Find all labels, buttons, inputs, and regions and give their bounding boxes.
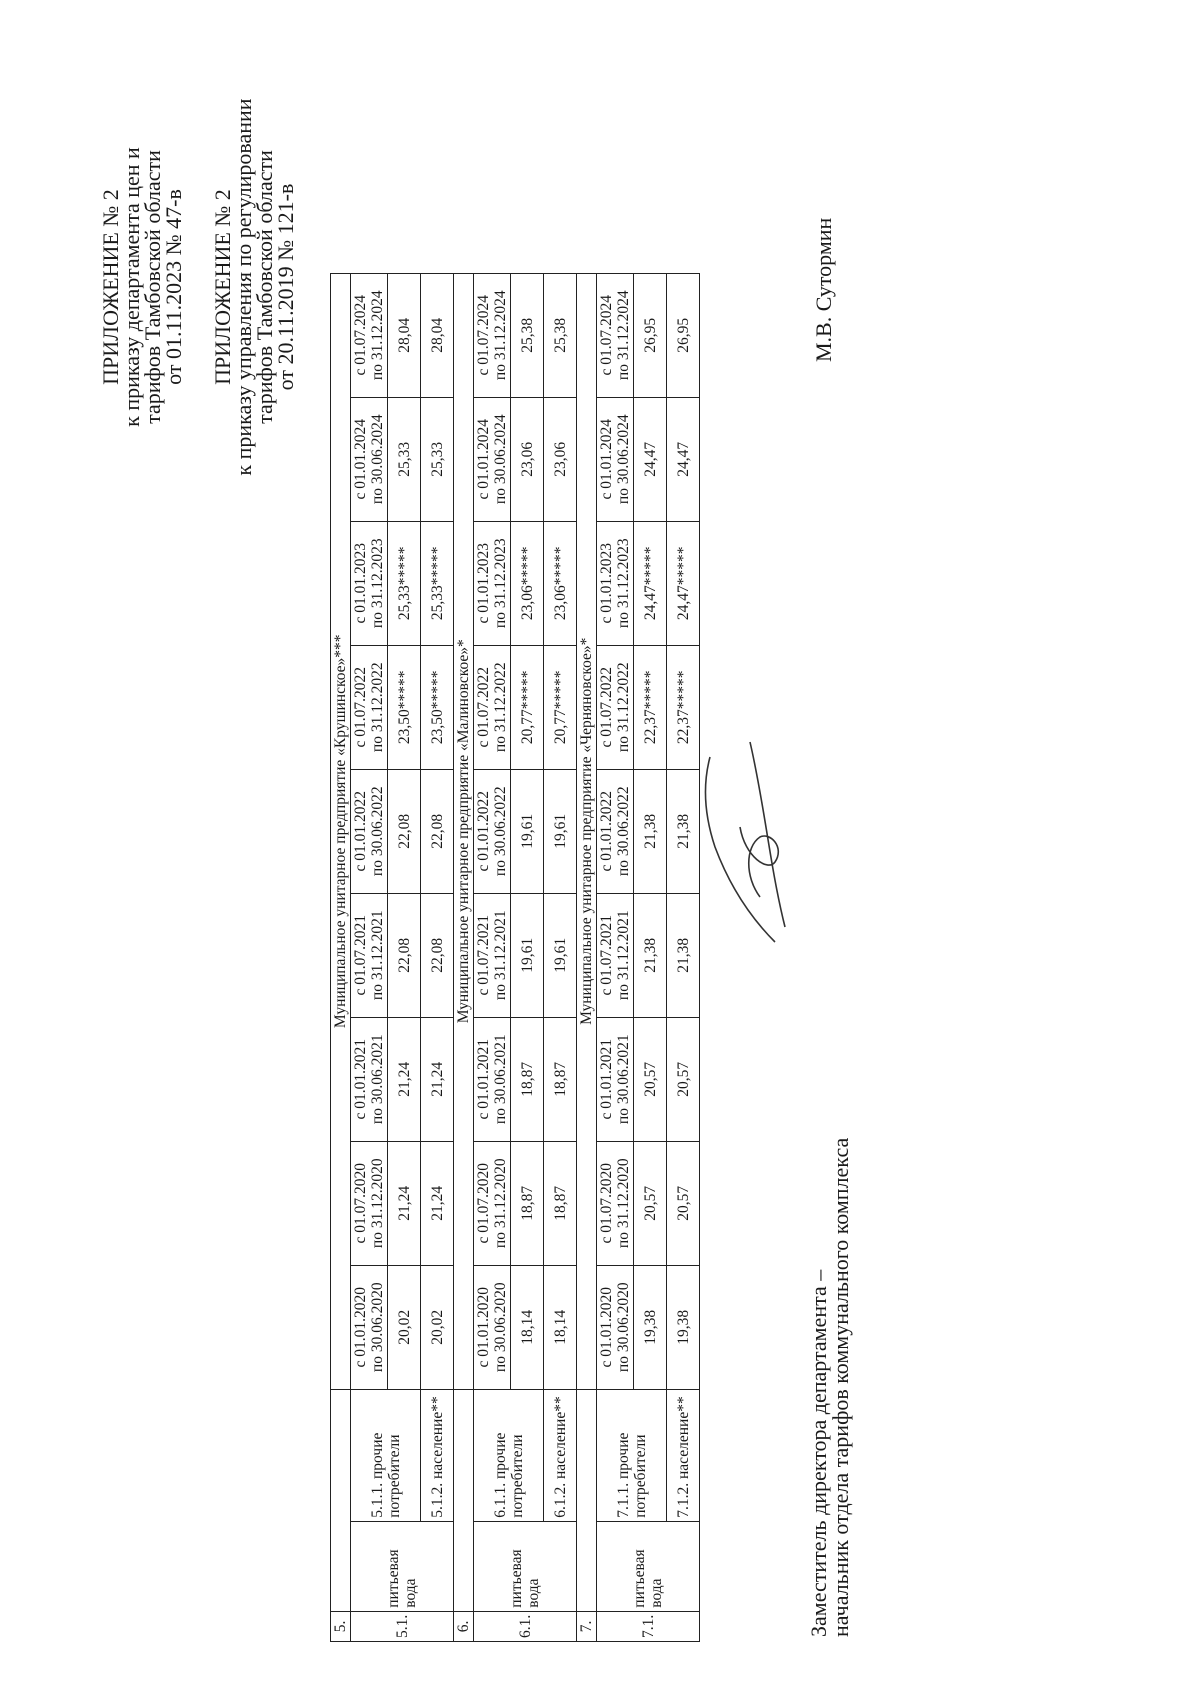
tariff-value: 19,38 [634,1265,667,1389]
signer-position-line1: Заместитель директора департамента – [806,1269,831,1637]
appendix-header-current [100,17,184,557]
period-cell [597,1017,634,1141]
appendix-org-line: тарифов Тамбовской области [140,150,165,424]
tariff-value: 23,06 [511,397,544,521]
tariff-value: 25,33 [421,397,454,521]
period-cell [351,893,388,1017]
period-end: по 30.06.2024 [615,414,632,505]
subsection-number: 7.1. [597,1611,700,1641]
section-title: Муниципальное унитарное предприятие «Черняновское»* [577,273,597,1389]
period-cell [351,1017,388,1141]
appendix-order-line: к приказу департамента цен и [119,147,144,427]
period-start: с 01.01.2024 [598,419,615,500]
section-title: Муниципальное унитарное предприятие «Малиновское»* [454,273,474,1389]
tariff-value: 21,38 [634,769,667,893]
tariff-value: 19,61 [544,893,577,1017]
period-end: по 31.12.2020 [492,1158,509,1249]
period-end: по 31.12.2020 [369,1158,386,1249]
period-start: с 01.07.2024 [598,295,615,376]
tariff-value: 19,38 [667,1265,700,1389]
tariff-value: 25,33***** [421,521,454,645]
consumer-group-label: 7.1.1. прочие потребители [597,1389,667,1521]
period-cell [474,273,511,397]
tariff-value: 23,06***** [544,521,577,645]
tariff-value: 20,57 [667,1017,700,1141]
period-header-row [474,273,511,1641]
period-end: по 30.06.2022 [615,786,632,877]
tariff-value: 22,08 [388,769,421,893]
period-start: с 01.01.2023 [475,543,492,624]
period-cell [474,1265,511,1389]
subsection-number: 5.1. [351,1611,454,1641]
tariff-value: 19,61 [544,769,577,893]
period-end: по 31.12.2024 [615,290,632,381]
tariff-row [667,273,700,1641]
tariff-value: 28,04 [421,273,454,397]
period-start: с 01.07.2021 [352,915,369,996]
period-start: с 01.07.2022 [598,667,615,748]
tariff-value: 18,87 [511,1017,544,1141]
tariff-value: 18,14 [544,1265,577,1389]
period-header-row [597,273,634,1641]
period-cell [351,521,388,645]
period-cell [474,397,511,521]
appendix-date-line: от 01.11.2023 № 47-в [161,189,186,385]
period-end: по 30.06.2021 [492,1034,509,1125]
period-start: с 01.01.2022 [352,791,369,872]
period-start: с 01.07.2024 [475,295,492,376]
subsection-number: 6.1. [474,1611,577,1641]
period-cell [351,397,388,521]
section-title-row [577,273,597,1641]
period-cell [474,1141,511,1265]
tariff-value: 20,77***** [544,645,577,769]
period-start: с 01.01.2024 [352,419,369,500]
handwritten-signature [690,727,800,957]
period-start: с 01.01.2020 [475,1287,492,1368]
period-cell [474,769,511,893]
period-end: по 30.06.2020 [615,1282,632,1373]
consumer-group-label: 5.1.2. население** [421,1389,454,1521]
period-header-row [351,273,388,1641]
tariff-value: 23,50***** [421,645,454,769]
tariff-value: 18,87 [544,1017,577,1141]
period-cell [351,769,388,893]
period-start: с 01.01.2021 [598,1039,615,1120]
period-end: по 31.12.2022 [369,662,386,753]
consumer-group-label: 6.1.2. население** [544,1389,577,1521]
appendix-order-line: к приказу управления по регулировании [231,98,256,476]
period-cell [351,645,388,769]
tariff-value: 18,87 [544,1141,577,1265]
period-cell [474,521,511,645]
period-end: по 31.12.2021 [492,910,509,1001]
tariff-value: 25,38 [511,273,544,397]
empty-cell [454,1389,474,1611]
section-number: 7. [577,1611,597,1641]
period-end: по 31.12.2023 [492,538,509,629]
appendix-title: ПРИЛОЖЕНИЕ № 2 [210,189,235,385]
tariff-value: 21,38 [634,893,667,1017]
tariff-value: 22,08 [421,769,454,893]
appendix-header-original [212,17,296,557]
period-start: с 01.01.2021 [475,1039,492,1120]
period-start: с 01.07.2021 [598,915,615,996]
service-name: питьевая вода [351,1521,454,1611]
tariff-value: 28,04 [388,273,421,397]
tariff-value: 21,24 [388,1141,421,1265]
period-end: по 31.12.2020 [615,1158,632,1249]
tariff-value: 20,77***** [511,645,544,769]
period-end: по 31.12.2023 [615,538,632,629]
period-end: по 31.12.2022 [492,662,509,753]
signer-name: М.В. Сутормин [811,217,836,362]
section-number: 5. [331,1611,351,1641]
period-start: с 01.07.2022 [475,667,492,748]
tariff-value: 24,47***** [667,521,700,645]
period-start: с 01.01.2021 [352,1039,369,1120]
tariff-value: 26,95 [634,273,667,397]
appendix-date-line: от 20.11.2019 № 121-в [273,183,298,391]
tariff-value: 20,57 [634,1017,667,1141]
tariff-value: 21,24 [388,1017,421,1141]
service-name: питьевая вода [474,1521,577,1611]
tariff-row [421,273,454,1641]
period-start: с 01.01.2023 [598,543,615,624]
consumer-group-label: 5.1.1. прочие потребители [351,1389,421,1521]
tariff-table [330,273,700,1642]
signer-position-line2: начальник отдела тарифов коммунального комплекса [828,1137,853,1637]
period-cell [597,1141,634,1265]
tariff-value: 22,08 [421,893,454,1017]
period-cell [474,645,511,769]
period-end: по 30.06.2022 [492,786,509,877]
section-title: Муниципальное унитарное предприятие «Крушинское»*** [331,273,351,1389]
period-start: с 01.01.2022 [475,791,492,872]
period-end: по 31.12.2022 [615,662,632,753]
period-end: по 30.06.2022 [369,786,386,877]
period-end: по 31.12.2021 [615,910,632,1001]
period-cell [597,893,634,1017]
tariff-value: 20,57 [667,1141,700,1265]
section-number: 6. [454,1611,474,1641]
period-cell [597,521,634,645]
period-end: по 31.12.2024 [369,290,386,381]
period-cell [351,273,388,397]
period-start: с 01.01.2023 [352,543,369,624]
tariff-row [544,273,577,1641]
tariff-value: 23,06 [544,397,577,521]
tariff-value: 21,38 [667,769,700,893]
period-start: с 01.01.2020 [352,1287,369,1368]
period-start: с 01.07.2021 [475,915,492,996]
appendix-title: ПРИЛОЖЕНИЕ № 2 [98,189,123,385]
tariff-value: 21,24 [421,1017,454,1141]
period-cell [474,893,511,1017]
tariff-value: 24,47 [667,397,700,521]
period-end: по 30.06.2020 [369,1282,386,1373]
period-cell [597,273,634,397]
period-cell [474,1017,511,1141]
period-cell [597,645,634,769]
period-start: с 01.01.2024 [475,419,492,500]
tariff-value: 25,33 [388,397,421,521]
empty-cell [577,1389,597,1611]
tariff-value: 24,47***** [634,521,667,645]
period-end: по 30.06.2020 [492,1282,509,1373]
period-end: по 31.12.2021 [369,910,386,1001]
tariff-value: 18,14 [511,1265,544,1389]
tariff-value: 25,33***** [388,521,421,645]
appendix-org-line: тарифов Тамбовской области [252,150,277,424]
section-title-row [331,273,351,1641]
period-end: по 30.06.2024 [369,414,386,505]
period-cell [351,1265,388,1389]
tariff-value: 22,37***** [667,645,700,769]
section-title-row [454,273,474,1641]
tariff-value: 24,47 [634,397,667,521]
tariff-value: 26,95 [667,273,700,397]
period-start: с 01.07.2022 [352,667,369,748]
period-end: по 31.12.2023 [369,538,386,629]
tariff-value: 23,50***** [388,645,421,769]
period-cell [351,1141,388,1265]
period-start: с 01.01.2020 [598,1287,615,1368]
period-cell [597,769,634,893]
empty-cell [331,1389,351,1611]
tariff-value: 25,38 [544,273,577,397]
period-end: по 30.06.2021 [369,1034,386,1125]
period-start: с 01.01.2022 [598,791,615,872]
consumer-group-label: 7.1.2. население** [667,1389,700,1521]
tariff-value: 19,61 [511,769,544,893]
tariff-value: 21,24 [421,1141,454,1265]
period-start: с 01.07.2024 [352,295,369,376]
period-cell [597,1265,634,1389]
tariff-value: 23,06***** [511,521,544,645]
tariff-value: 20,57 [634,1141,667,1265]
period-start: с 01.07.2020 [352,1163,369,1244]
period-end: по 30.06.2021 [615,1034,632,1125]
tariff-value: 22,08 [388,893,421,1017]
consumer-group-label: 6.1.1. прочие потребители [474,1389,544,1521]
tariff-value: 20,02 [388,1265,421,1389]
tariff-value: 19,61 [511,893,544,1017]
tariff-value: 20,02 [421,1265,454,1389]
tariff-value: 21,38 [667,893,700,1017]
service-name: питьевая вода [597,1521,700,1611]
tariff-value: 22,37***** [634,645,667,769]
period-end: по 31.12.2024 [492,290,509,381]
period-cell [597,397,634,521]
period-start: с 01.07.2020 [475,1163,492,1244]
period-start: с 01.07.2020 [598,1163,615,1244]
period-end: по 30.06.2024 [492,414,509,505]
tariff-value: 18,87 [511,1141,544,1265]
